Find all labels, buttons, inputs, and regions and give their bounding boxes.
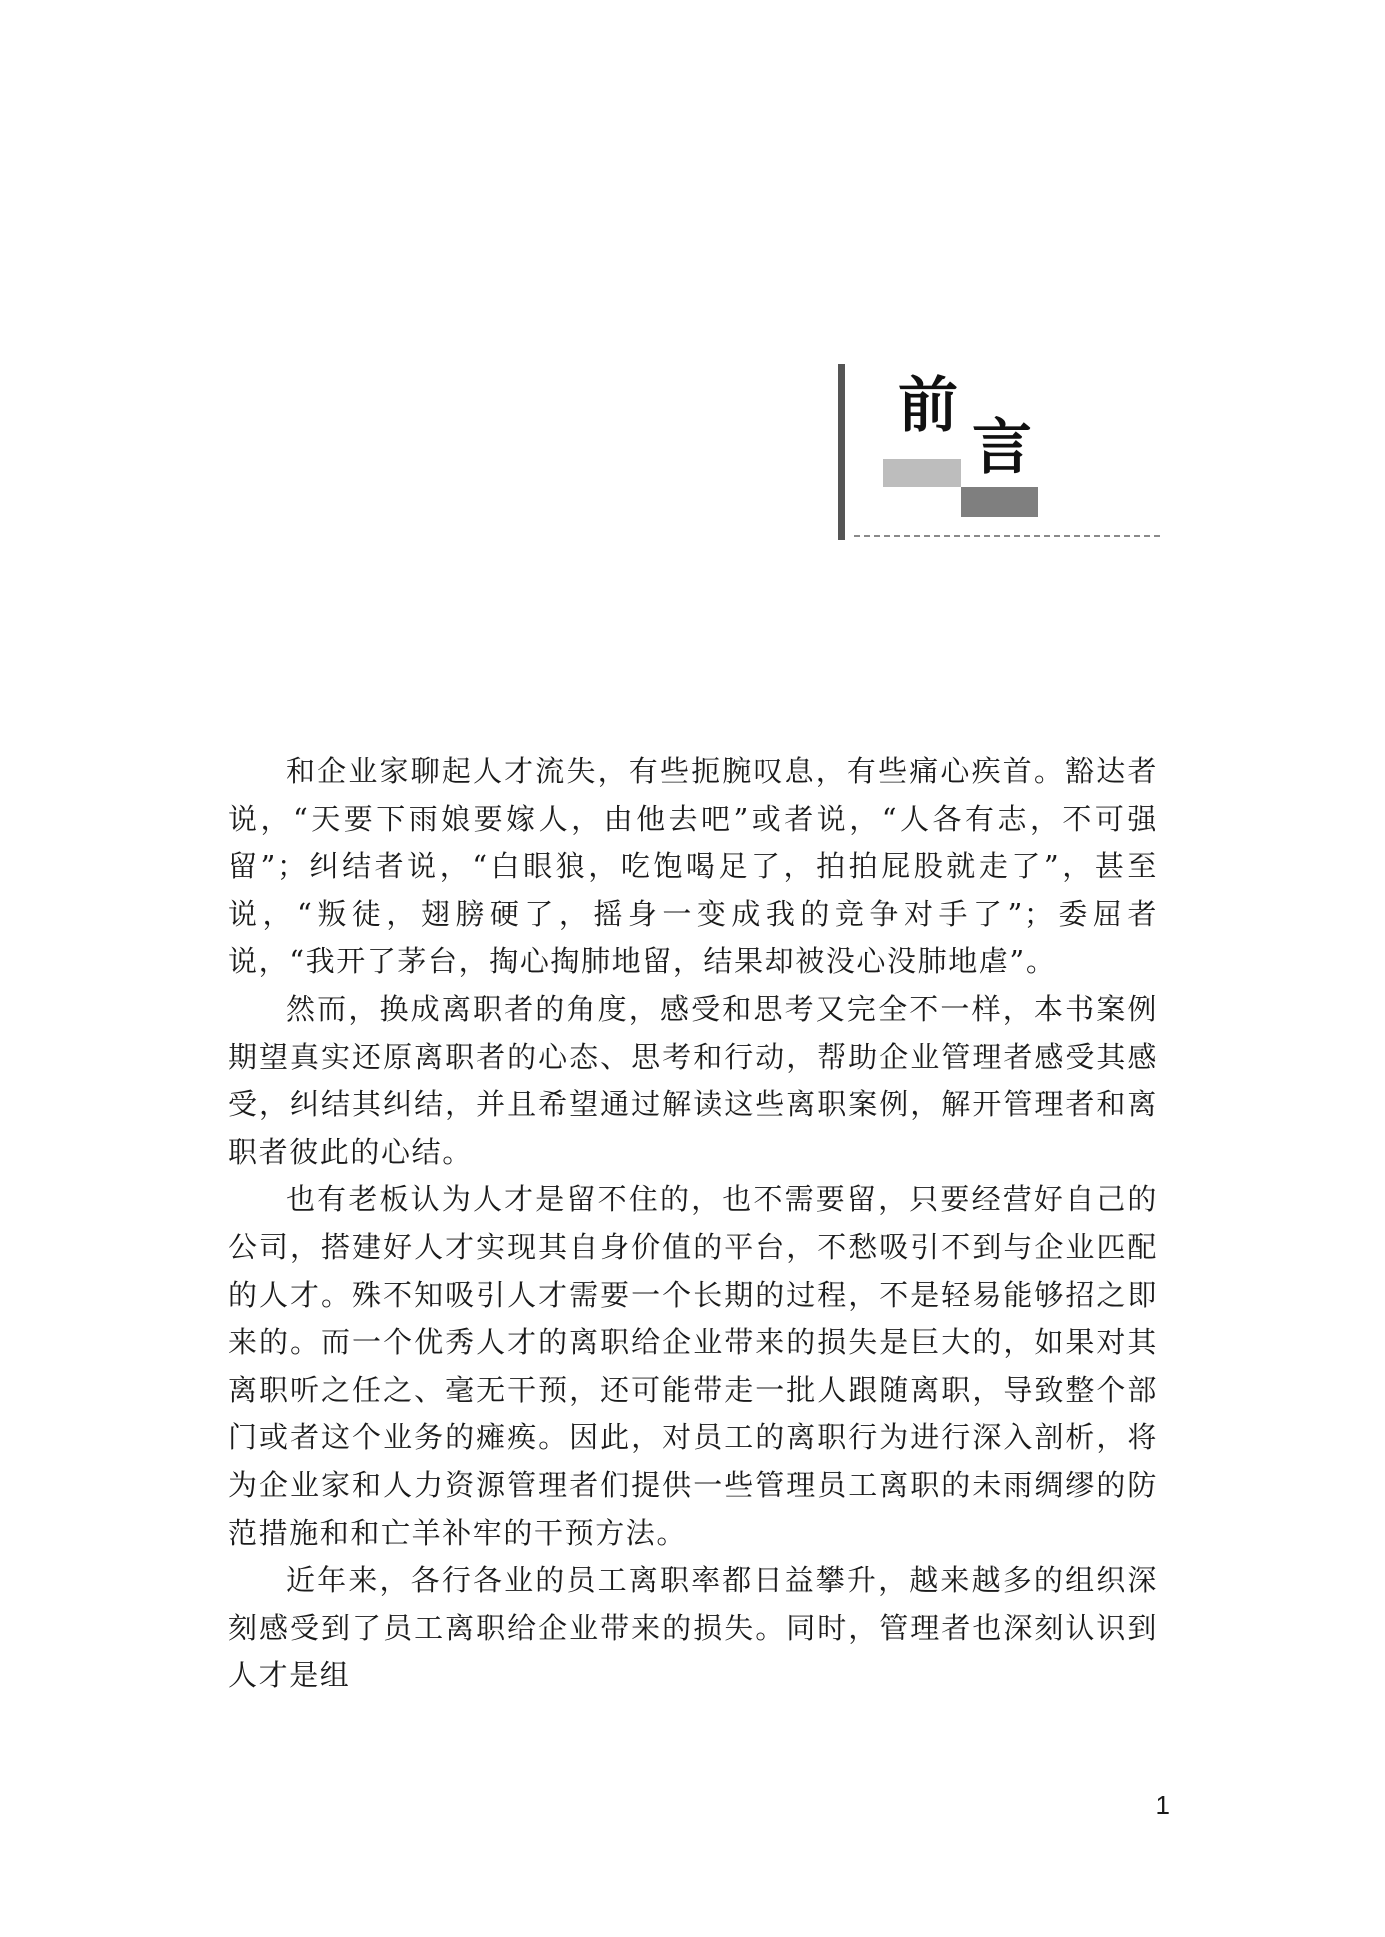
paragraph-1: 和企业家聊起人才流失，有些扼腕叹息，有些痛心疾首。豁达者说，“天要下雨娘要嫁人，由他去吧”或者说，“人各有志，不可强留”；纠结者说，“白眼狼，吃饱喝足了，拍拍屁股就走了”，甚至说，“叛徒，翅膀硬了，摇身一变成我的竞争对手了”；委屈者说，“我开了茅台，掏心掏肺地留，结果却被没心没肺地虐”。: [228, 754, 1158, 979]
page-number: 1: [1155, 1790, 1170, 1820]
paragraph-3: 也有老板认为人才是留不住的，也不需要留，只要经营好自己的公司，搭建好人才实现其自身价值的平台，不愁吸引不到与企业匹配的人才。殊不知吸引人才需要一个长期的过程，不是轻易能够招之即来的。而一个优秀人才的离职给企业带来的损失是巨大的，如果对其离职听之任之、毫无干预，还可能带走一批人跟随离职，导致整个部门或者这个业务的瘫痪。因此，对员工的离职行为进行深入剖析，将为企业家和人力资源管理者们提供一些管理员工离职的未雨绸缪的防范措施和和亡羊补牢的干预方法。: [228, 1182, 1158, 1550]
paragraph-2: 然而，换成离职者的角度，感受和思考又完全不一样，本书案例期望真实还原离职者的心态、思考和行动，帮助企业管理者感受其感受，纠结其纠结，并且希望通过解读这些离职案例，解开管理者和离职者彼此的心结。: [228, 991, 1158, 1169]
chapter-heading: [838, 364, 1158, 540]
body-text: [228, 748, 1158, 1700]
heading-decor-light-bar: [883, 459, 961, 487]
heading-char-yan: 言: [972, 413, 1032, 483]
heading-dashed-rule: [854, 535, 1160, 537]
heading-char-qian: 前: [898, 371, 958, 441]
paragraph-4: 近年来，各行各业的员工离职率都日益攀升，越来越多的组织深刻感受到了员工离职给企业带来的损失。同时，管理者也深刻认识到人才是组: [228, 1563, 1158, 1693]
heading-vertical-bar: [838, 364, 845, 540]
heading-decor-dark-bar: [961, 487, 1038, 517]
